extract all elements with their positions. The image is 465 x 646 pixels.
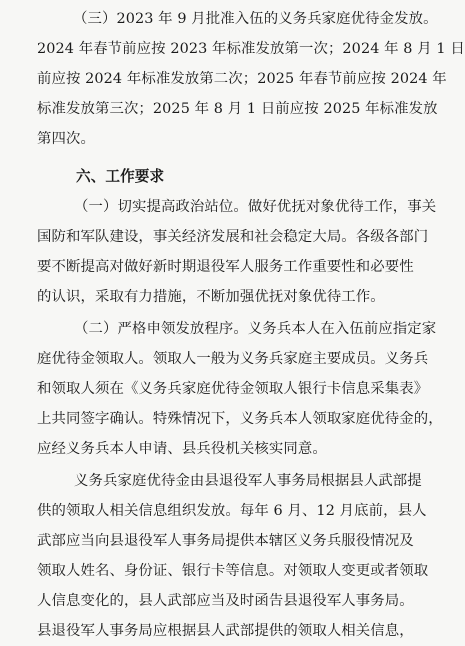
section-heading: 六、工作要求: [76, 168, 165, 185]
paragraph-line: 应经义务兵本人申请、县兵役机关核实同意。: [37, 441, 327, 457]
paragraph-line: 县退役军人事务局应根据县人武部提供的领取人相关信息，: [37, 623, 414, 639]
paragraph-line: 供的领取人相关信息组织发放。每年 6 月、12 月底前，县人: [37, 503, 427, 519]
paragraph-line: 武部应当向县退役军人事务局提供本辖区义务兵服役情况及: [37, 533, 414, 549]
paragraph-line: （三）2023 年 9 月批准入伍的义务兵家庭优待金发放。: [73, 11, 438, 27]
paragraph-line: 上共同签字确认。特殊情况下，义务兵本人领取家庭优待金的，: [37, 411, 443, 427]
paragraph-line: 2024 年春节前应按 2023 年标准发放第一次；2024 年 8 月 1 日: [37, 41, 465, 57]
paragraph-line: 标准发放第三次；2025 年 8 月 1 日前应按 2025 年标准发放: [37, 101, 438, 117]
paragraph-line: 义务兵家庭优待金由县退役军人事务局根据县人武部提: [74, 473, 422, 489]
paragraph-line: 领取人姓名、身份证、银行卡等信息。对领取人变更或者领取: [37, 563, 429, 579]
paragraph-line: 要不断提高对做好新时期退役军人服务工作重要性和必要性: [37, 259, 414, 275]
paragraph-line: 第四次。: [37, 131, 95, 147]
paragraph-line: 的认识，采取有力措施，不断加强优抚对象优待工作。: [37, 289, 385, 305]
paragraph-line: （一）切实提高政治站位。做好优抚对象优待工作，事关: [74, 199, 437, 215]
paragraph-line: 人信息变化的，县人武部应当及时函告县退役军人事务局。: [37, 593, 414, 609]
paragraph-line: 和领取人须在《义务兵家庭优待金领取人银行卡信息采集表》: [37, 381, 429, 397]
paragraph-line: （二）严格申领发放程序。义务兵本人在入伍前应指定家: [74, 321, 437, 337]
paragraph-line: 庭优待金领取人。领取人一般为义务兵家庭主要成员。义务兵: [37, 351, 429, 367]
paragraph-line: 国防和军队建设，事关经济发展和社会稳定大局。各级各部门: [37, 229, 429, 245]
paragraph-line: 前应按 2024 年标准发放第二次；2025 年春节前应按 2024 年: [37, 71, 447, 87]
